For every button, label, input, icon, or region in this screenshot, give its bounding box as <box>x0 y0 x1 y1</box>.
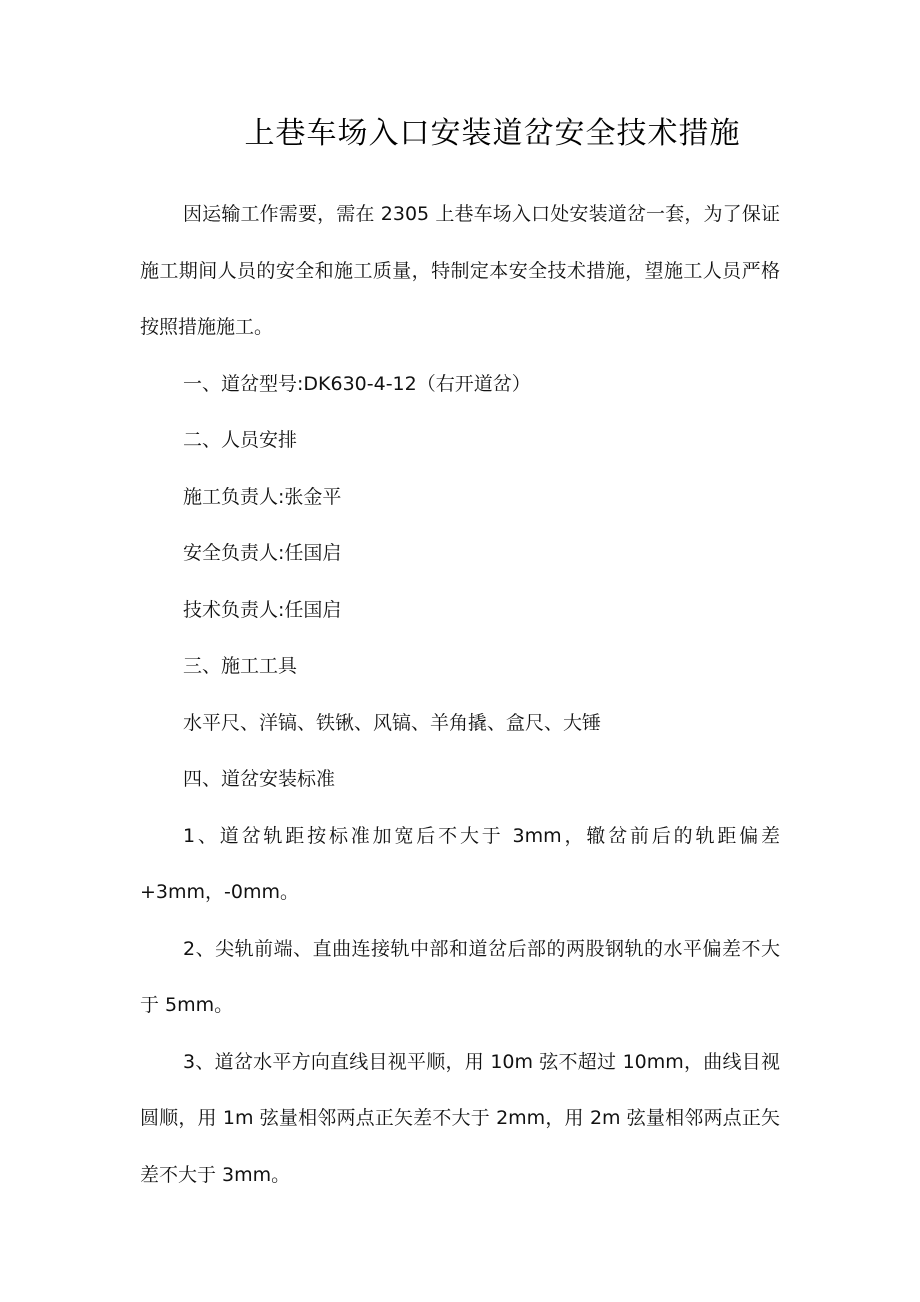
tools-list: 水平尺、洋镐、铁锹、风镐、羊角撬、盒尺、大锤 <box>183 711 602 734</box>
construction-lead: 施工负责人:张金平 <box>183 485 342 508</box>
safety-lead: 安全负责人:任国启 <box>183 542 342 564</box>
section-3-heading: 三、施工工具 <box>183 655 298 677</box>
standard-item-1: 1、道岔轨距按标准加宽后不大于 3mm，辙岔前后的轨距偏差+3mm，-0mm。 <box>140 824 780 903</box>
standard-item-3: 3、道岔水平方向直线目视平顺，用 10m 弦不超过 10mm，曲线目视圆顺，用 1m 弦量相邻两点正矢差不大于 2mm，用 2m 弦量相邻两点正矢差不大于 3mm。 <box>140 1050 780 1186</box>
technical-lead: 技术负责人:任国启 <box>183 598 342 621</box>
section-1-turnout-model: 一、道岔型号:DK630-4-12（右开道岔） <box>183 372 531 395</box>
document-title: 上巷车场入口安装道岔安全技术措施 <box>244 116 741 151</box>
document-body <box>140 186 780 1203</box>
section-4-heading: 四、道岔安装标准 <box>183 768 336 790</box>
standard-item-2: 2、尖轨前端、直曲连接轨中部和道岔后部的两股钢轨的水平偏差不大于 5mm。 <box>140 937 780 1016</box>
section-2-heading: 二、人员安排 <box>183 429 298 451</box>
intro-paragraph: 因运输工作需要，需在 2305 上巷车场入口处安装道岔一套，为了保证施工期间人员的安全和施工质量，特制定本安全技术措施，望施工人员严格按照措施施工。 <box>140 203 780 338</box>
